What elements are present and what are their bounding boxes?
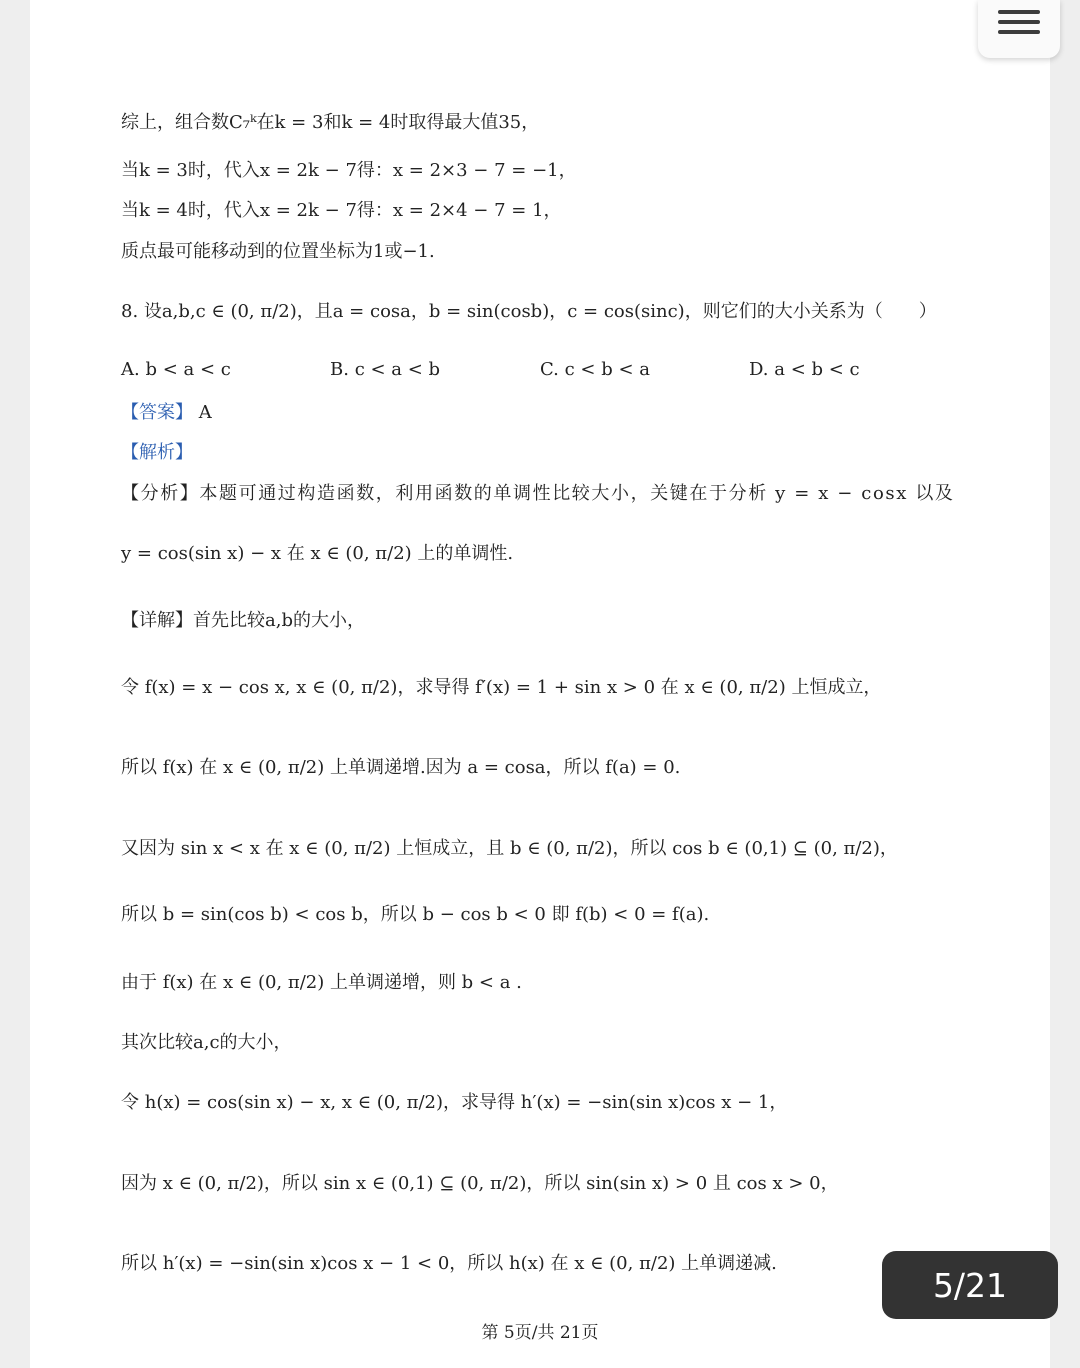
text-line: 令 h(x) = cos(sin x) − x, x ∈ (0, π/2)，求导得 h′(x) = −sin(sin x)cos x − 1，: [121, 1092, 788, 1113]
text-line: 质点最可能移动到的位置坐标为1或−1.: [121, 241, 435, 262]
answer-line: [121, 398, 212, 424]
option-text: c < b < a: [564, 359, 650, 380]
text-line: 因为 x ∈ (0, π/2)，所以 sin x ∈ (0,1) ⊆ (0, π/2)，所以 sin(sin x) > 0 且 cos x > 0，: [121, 1173, 839, 1194]
option-label: D.: [749, 359, 769, 380]
option-c: [540, 359, 650, 380]
text-line: 令 f(x) = x − cos x, x ∈ (0, π/2)，求导得 f′(x) = 1 + sin x > 0 在 x ∈ (0, π/2) 上恒成立，: [121, 677, 882, 698]
hamburger-menu-icon-bar: [998, 20, 1040, 24]
text-line: 当k = 4时，代入x = 2k − 7得：x = 2×4 − 7 = 1，: [121, 200, 562, 221]
option-label: B.: [330, 359, 349, 380]
text-line: 所以 h′(x) = −sin(sin x)cos x − 1 < 0，所以 h(x) 在 x ∈ (0, π/2) 上单调递减.: [121, 1253, 777, 1274]
text-line: 【分析】本题可通过构造函数，利用函数的单调性比较大小，关键在于分析 y = x − cosx 以及: [121, 483, 955, 504]
answer-tag: 【答案】: [121, 402, 193, 423]
page-indicator[interactable]: 5/21: [882, 1251, 1058, 1319]
text-line: 所以 b = sin(cos b) < cos b，所以 b − cos b < 0 即 f(b) < 0 = f(a).: [121, 904, 710, 925]
hamburger-menu-icon: [998, 10, 1040, 14]
text-line: 综上，组合数C₇ᵏ在k = 3和k = 4时取得最大值35，: [121, 112, 540, 133]
option-b: [330, 359, 440, 380]
question-8: 8. 设a,b,c ∈ (0, π/2)，且a = cosa，b = sin(cosb)，c = cos(sinc)，则它们的大小关系为（ ）: [121, 301, 937, 322]
option-label: C.: [540, 359, 559, 380]
option-text: a < b < c: [774, 359, 860, 380]
analysis-tag: 【解析】: [121, 442, 193, 463]
text-line: 所以 f(x) 在 x ∈ (0, π/2) 上单调递增.因为 a = cosa，所以 f(a) = 0.: [121, 757, 681, 778]
text-line: y = cos(sin x) − x 在 x ∈ (0, π/2) 上的单调性.: [121, 543, 514, 564]
option-a: [121, 359, 231, 380]
text-line: 其次比较a,c的大小，: [121, 1032, 292, 1053]
option-text: b < a < c: [145, 359, 231, 380]
option-d: [749, 359, 860, 380]
menu-button[interactable]: [978, 0, 1060, 58]
page-footer: 第 5页/共 21页: [481, 1323, 599, 1343]
option-label: A.: [121, 359, 140, 380]
text-line: 【详解】首先比较a,b的大小，: [121, 610, 365, 631]
text-line: 当k = 3时，代入x = 2k − 7得：x = 2×3 − 7 = −1，: [121, 160, 577, 181]
answer-value: A: [198, 402, 212, 423]
option-text: c < a < b: [354, 359, 441, 380]
hamburger-menu-icon-bar: [998, 30, 1040, 34]
text-line: 由于 f(x) 在 x ∈ (0, π/2) 上单调递增，则 b < a .: [121, 972, 522, 993]
text-line: 又因为 sin x < x 在 x ∈ (0, π/2) 上恒成立，且 b ∈ (0, π/2)，所以 cos b ∈ (0,1) ⊆ (0, π/2)，: [121, 838, 898, 859]
